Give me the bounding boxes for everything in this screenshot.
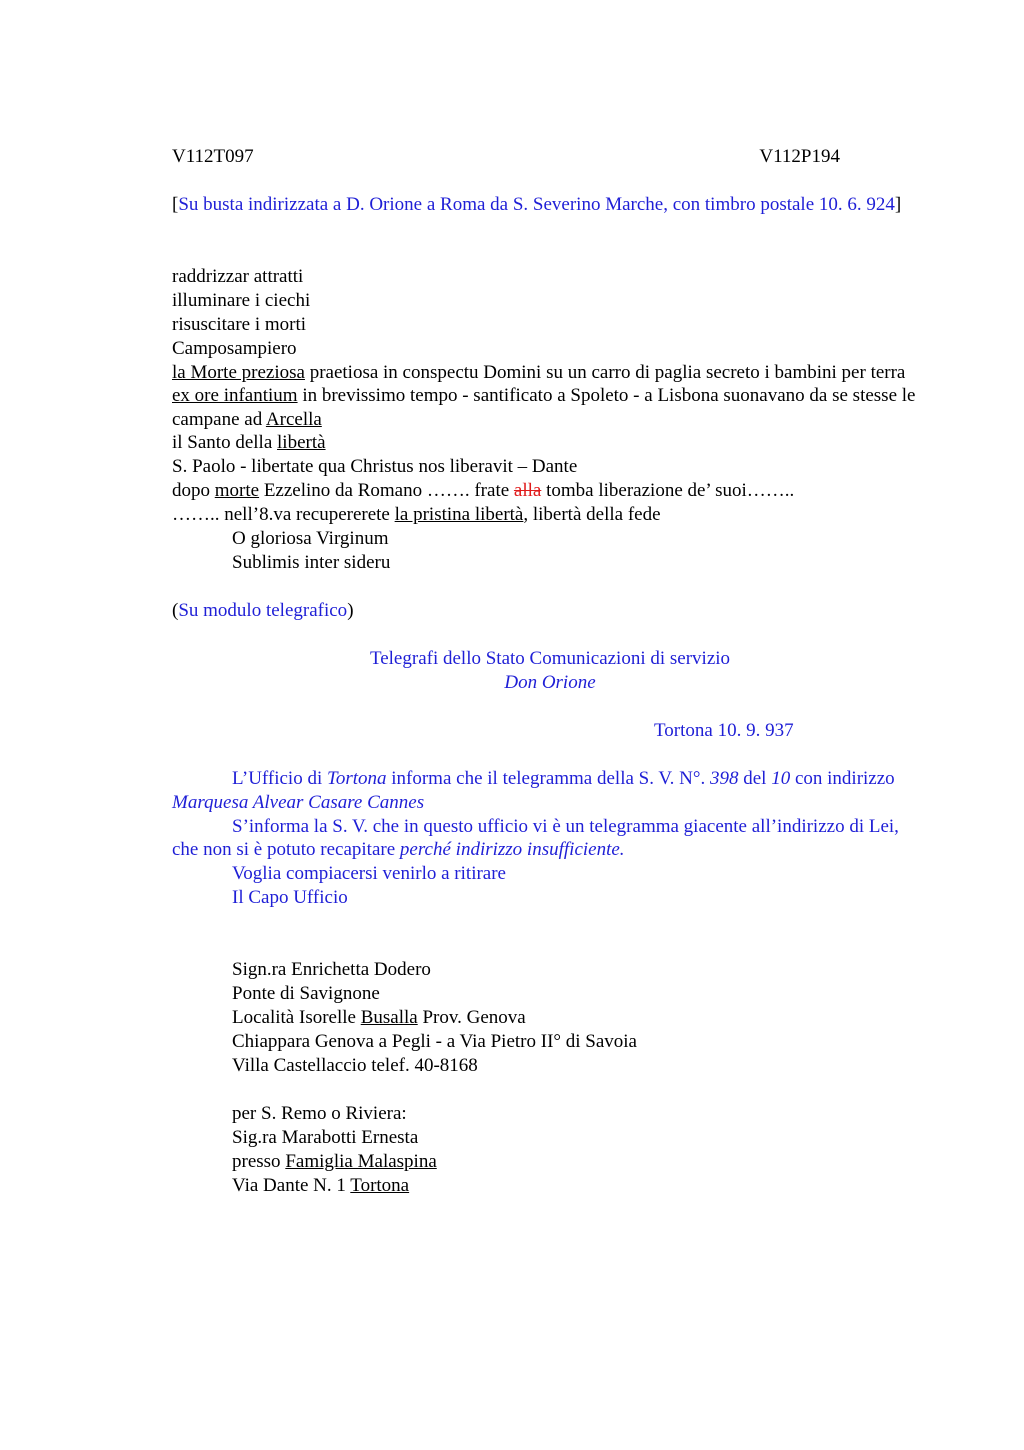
address-line: Ponte di Savignone (232, 982, 380, 1004)
note-line: risuscitare i morti (172, 313, 307, 335)
note-line: raddrizzar attratti (172, 265, 304, 287)
telegram-place-date: Tortona 10. 9. 937 (654, 720, 794, 742)
document-page (172, 145, 928, 1198)
address-block (172, 958, 928, 1078)
note-line: il Santo della libertà (172, 432, 326, 454)
telegram-paragraph: Voglia compiacersi venirlo a ritirare (232, 862, 506, 884)
right-code: V112P194 (759, 146, 840, 167)
address-line: Villa Castellaccio telef. 40-8168 (232, 1054, 478, 1076)
note-line: dopo morte Ezzelino da Romano ……. frate alla tomba liberazione de’ suoi…….. (172, 480, 795, 502)
struck-word: alla (513, 480, 542, 502)
telegram-sender: Don Orione (504, 672, 596, 694)
note-line: Camposampiero (172, 337, 297, 359)
telegram-paragraph: L’Ufficio di Tortona informa che il telegramma della S. V. N°. 398 del 10 con indirizzo Marquesa Alvear Casare Cannes (172, 768, 895, 813)
left-code: V112T097 (172, 146, 254, 167)
document-header (172, 145, 840, 169)
address-line: Località Isorelle Busalla Prov. Genova (232, 1006, 526, 1028)
address-block (172, 1102, 928, 1198)
address-line: per S. Remo o Riviera: (232, 1102, 407, 1124)
address-line: Via Dante N. 1 Tortona (232, 1174, 410, 1196)
note-paragraph: la Morte preziosa praetiosa in conspectu Domini su un carro di paglia secreto i bambini per terra ex ore infantium in brevissimo tempo - santificato a Spoleto - a Lisbona suonavano da se stesse le campane ad Arcella (172, 361, 916, 430)
telegram-paragraph: S’informa la S. V. che in questo ufficio vi è un telegramma giacente all’indirizzo di Lei, che non si è potuto recapitare perché indirizzo insufficiente. (172, 815, 899, 861)
note-line: illuminare i ciechi (172, 289, 311, 311)
hymn-line: Sublimis inter sideru (232, 552, 391, 574)
hymn-line: O gloriosa Virginum (232, 528, 389, 550)
address-line: presso Famiglia Malaspina (232, 1150, 437, 1172)
note-line: …….. nell’8.va recupererete la pristina libertà, libertà della fede (172, 504, 661, 526)
address-line: Sig.ra Marabotti Ernesta (232, 1126, 419, 1148)
notes-block (172, 265, 928, 576)
telegram-heading: Telegrafi dello Stato Comunicazioni di servizio (369, 648, 731, 670)
address-line: Chiappara Genova a Pegli - a Via Pietro II° di Savoia (232, 1030, 637, 1052)
note-line: S. Paolo - libertate qua Christus nos liberavit – Dante (172, 456, 578, 478)
address-line: Sign.ra Enrichetta Dodero (232, 958, 431, 980)
telegram-signature: Il Capo Ufficio (232, 886, 348, 908)
telegram-note: (Su modulo telegrafico) (172, 600, 354, 622)
envelope-note: [Su busta indirizzata a D. Orione a Roma da S. Severino Marche, con timbro postale 10. 6. 924] (172, 194, 902, 215)
